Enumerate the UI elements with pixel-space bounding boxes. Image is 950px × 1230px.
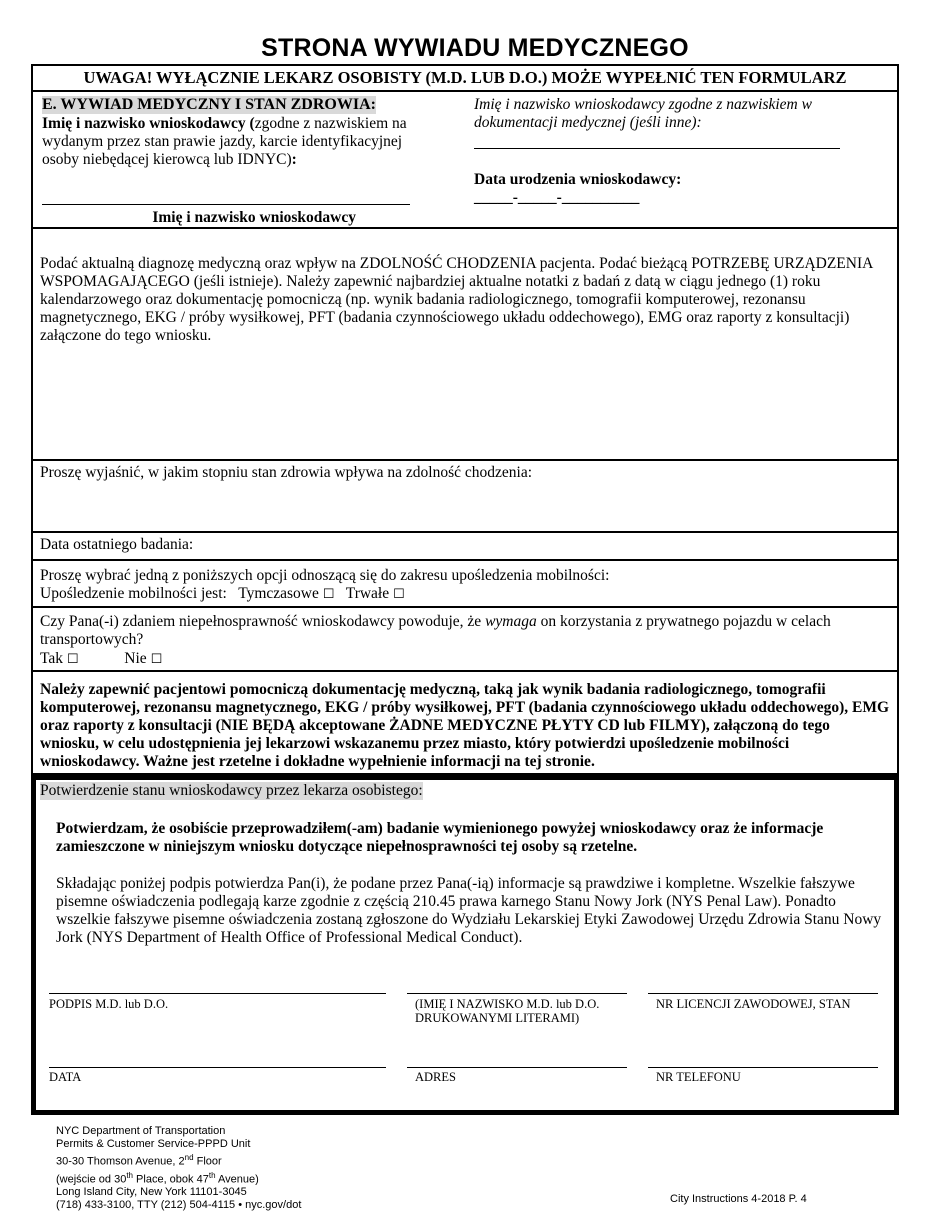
date-field[interactable] — [49, 1067, 386, 1068]
page-title: STRONA WYWIADU MEDYCZNEGO — [261, 34, 689, 62]
mobility-temporary-label: Tymczasowe — [238, 585, 319, 602]
footer-line: (718) 433-3100, TTY (212) 504-4115 • nyc.gov/dot — [56, 1199, 302, 1212]
page-reference: City Instructions 4-2018 P. 4 — [670, 1193, 807, 1205]
applicant-name-caption: Imię i nazwisko wnioskodawcy — [152, 209, 356, 226]
divider — [31, 459, 899, 461]
footer-line: (wejście od 30th Place, obok 47th Avenue) — [56, 1170, 259, 1186]
documentation-note: Należy zapewnić pacjentowi pomocniczą dokumentację medyczną, taką jak wynik badania radiologicznego, tomografii komputerowej, rezonansu magnetycznego, EKG / próby wysiłkowej, PFT (badania czynnościowego układu oddechowego), EMG oraz raporty z konsultacji (NIE BĘDĄ akceptowane ŻADNE MEDYCZNE PŁYTY CD lub FILMY), załączoną do tego wniosku, w celu udostępnienia jej lekarzowi wskazanemu przez miasto, który potwierdzi upośledzenie mobilności wnioskodawcy. Ważne jest rzetelne i dokładne wypełnienie informacji na tej stronie. — [40, 681, 890, 770]
diagnosis-answer-area[interactable] — [40, 350, 890, 455]
mobility-permanent-label: Trwałe — [345, 585, 390, 602]
phone-number-field[interactable] — [648, 1067, 878, 1068]
license-number-label: NR LICENCJI ZAWODOWEJ, STAN — [656, 997, 851, 1011]
divider — [31, 670, 899, 672]
divider — [31, 531, 899, 533]
footer-line: 30-30 Thomson Avenue, 2nd Floor — [56, 1153, 222, 1168]
walking-ability-question: Proszę wyjaśnić, w jakim stopniu stan zdrowia wpływa na zdolność chodzenia: — [40, 464, 533, 481]
mobility-prefix: Upośledzenie mobilności jest: — [40, 585, 227, 602]
alt-name-field[interactable] — [474, 148, 840, 149]
applicant-name-label: Imię i nazwisko wnioskodawcy ( — [42, 115, 255, 132]
alt-name-label: Imię i nazwisko wnioskodawcy zgodne z nazwiskiem w dokumentacji medycznej (jeśli inne): — [474, 96, 812, 131]
last-exam-label: Data ostatniego badania: — [40, 536, 194, 553]
vehicle-no-label: Nie — [124, 650, 147, 667]
applicant-name-note: zgodne z nazwiskiem na wydanym przez stan prawie jazdy, karcie identyfikacyjnej osoby niebędącej kierowcą lub IDNYC) — [42, 115, 407, 168]
date-label: DATA — [49, 1070, 82, 1084]
footer-line: Long Island City, New York 11101-3045 — [56, 1186, 247, 1199]
physician-signature-label: PODPIS M.D. lub D.O. — [49, 997, 169, 1011]
last-exam-date-field[interactable] — [210, 534, 890, 556]
section-e-heading: E. WYWIAD MEDYCZNY I STAN ZDROWIA: — [42, 96, 376, 113]
mobility-options — [40, 585, 405, 604]
mobility-permanent-checkbox[interactable]: ☐ — [393, 587, 405, 602]
vehicle-question: Czy Pana(-i) zdaniem niepełnosprawność wnioskodawcy powoduje, że wymaga on korzystania z prywatnego pojazdu w celach transportowych? — [40, 613, 831, 648]
physician-name-field[interactable] — [407, 993, 627, 994]
footer-address — [56, 1125, 301, 1212]
applicant-name-field[interactable] — [42, 204, 410, 205]
license-number-field[interactable] — [648, 993, 878, 994]
address-label: ADRES — [415, 1070, 456, 1084]
divider — [31, 227, 899, 229]
divider — [31, 606, 899, 608]
applicant-name-colon: : — [291, 151, 297, 168]
diagnosis-instructions: Podać aktualną diagnozę medyczną oraz wpływ na ZDOLNOŚĆ CHODZENIA pacjenta. Podać bieżącą POTRZEBĘ URZĄDZENIA WSPOMAGAJĄCEGO (jeśli istnieje). Należy zapewnić najbardziej aktualne notatki z badań z datą w ciągu jednego (1) roku kalendarzowego oraz dokumentację pomocniczą (np. wynik badania radiologicznego, tomografii komputerowej, rezonansu magnetycznego, EKG / próby wysiłkowej, PFT (badania czynnościowego układu oddechowego), EMG oraz raporty z konsultacji) załączone do tego wniosku. — [40, 255, 873, 344]
vehicle-options — [40, 650, 162, 669]
divider — [31, 559, 899, 561]
divider — [31, 90, 899, 92]
vehicle-yes-label: Tak — [40, 650, 64, 667]
certification-heading: Potwierdzenie stanu wnioskodawcy przez lekarza osobistego: — [40, 782, 423, 799]
footer-line: Permits & Customer Service-PPPD Unit — [56, 1138, 251, 1150]
vehicle-no-checkbox[interactable]: ☐ — [150, 652, 163, 667]
footer-line: NYC Department of Transportation — [56, 1125, 226, 1137]
phone-number-label: NR TELEFONU — [656, 1070, 741, 1084]
certification-statement: Potwierdzam, że osobiście przeprowadziłem(-am) badanie wymienionego powyżej wnioskodawcy oraz że informacje zamieszczone w niniejszym wniosku dotyczące niepełnosprawności tej osoby są rzetelne. — [56, 820, 824, 855]
mobility-temporary-checkbox[interactable]: ☐ — [322, 587, 335, 602]
applicant-name-instructions — [42, 115, 437, 169]
physician-signature-field[interactable] — [49, 993, 386, 994]
certification-disclaimer: Składając poniżej podpis potwierdza Pan(i), że podane przez Pana(-ią) informacje są prawdziwe i kompletne. Wszelkie fałszywe pisemne oświadczenia podlegają karze zgodnie z częścią 210.45 prawa karnego Stanu Nowy Jork (NYS Penal Law). Ponadto wszelkie fałszywe pisemne oświadczenia zostaną zgłoszone do Wydziału Lekarskiej Etyki Zawodowej Urzędu Zdrowia Stanu Nowy Jork (NYS Department of Health Office of Professional Medical Conduct). — [56, 875, 882, 946]
dob-label: Data urodzenia wnioskodawcy: — [474, 171, 682, 188]
walking-ability-answer-area[interactable] — [40, 484, 890, 528]
dob-field[interactable]: _____-_____-__________ — [474, 189, 640, 206]
physician-only-warning: UWAGA! WYŁĄCZNIE LEKARZ OSOBISTY (M.D. LUB D.O.) MOŻE WYPEŁNIĆ TEN FORMULARZ — [83, 68, 847, 87]
vehicle-yes-checkbox[interactable]: ☐ — [66, 652, 79, 667]
physician-name-label: (IMIĘ I NAZWISKO M.D. lub D.O. DRUKOWANYMI LITERAMI) — [415, 997, 600, 1025]
address-field[interactable] — [407, 1067, 627, 1068]
mobility-question: Proszę wybrać jedną z poniższych opcji odnoszącą się do zakresu upośledzenia mobilności: — [40, 567, 610, 584]
